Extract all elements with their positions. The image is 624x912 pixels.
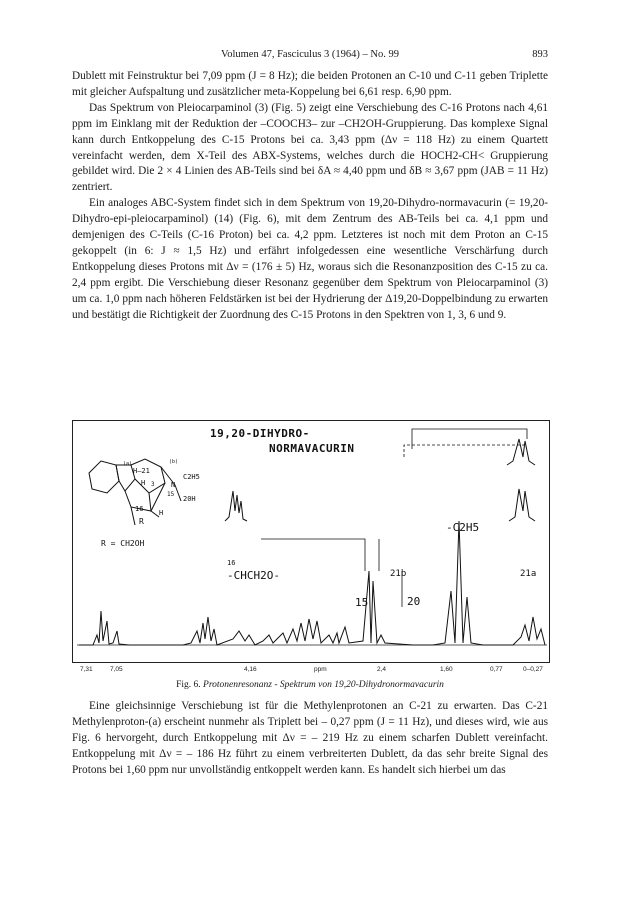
struct-label-h: H: [141, 479, 146, 487]
caption-text: Protonenresonanz - Spektrum von 19,20-Dihydronormavacurin: [203, 680, 444, 690]
inset-trace-right-top: [507, 439, 535, 465]
struct-label-b: (b): [169, 459, 179, 465]
figure-caption: [72, 680, 548, 690]
struct-label-20h: 20H: [183, 495, 196, 503]
struct-label-h21: H—21: [133, 467, 150, 475]
paragraph-1: Dublett mit Feinstruktur bei 7,09 ppm (J = 8 Hz); die beiden Protonen an C-10 und C-11 geben Triplette mit gleicher Aufspaltung und zusätzlicher meta-Koppelung bei 6,61 resp. 6,90 ppm.: [72, 70, 548, 98]
axis-tick-5: 2,4: [377, 666, 387, 673]
axis-tick-8: 0–0,27: [523, 666, 543, 673]
axis-tick-2: 7,05: [110, 666, 123, 673]
decoupling-lines: [261, 429, 527, 607]
label-21a: 21a: [520, 569, 537, 579]
caption-label: Fig. 6.: [176, 680, 201, 690]
running-header: [72, 49, 548, 63]
axis-tick-6: 1,60: [440, 666, 453, 673]
figure-title-line2: NORMAVACURIN: [269, 442, 355, 455]
spectrum-svg: [73, 421, 551, 664]
struct-label-15: 15: [167, 491, 175, 498]
body-text-top: [72, 69, 548, 324]
inset-trace-left: [225, 491, 247, 521]
inset-trace-right-mid: [509, 489, 535, 521]
paragraph-4: Eine gleichsinnige Verschiebung ist für die Methylenprotonen an C-21 zu erwarten. Das C-21 Methylenproton-(a) erscheint nunmehr als Triplett bei – 0,27 ppm (J = 11 Hz), und dieses wird, wie aus Fig. 6 hervorgeht, durch Entkoppelung mit Δν = – 219 Hz zu einem scharfen Dublett vereinfacht. Entkoppelung mit Δν = – 186 Hz führt zu einem verbreiterten Dublett, da das sehr breite Signal des Protons bei 1,60 ppm nur unvollständig entkoppelt werden kann. Es handelt sich hierbei um das: [72, 700, 548, 776]
label-c2h5: -C2H5: [446, 521, 480, 534]
struct-label-n: N: [171, 481, 176, 489]
nmr-spectrum-figure: [72, 420, 550, 663]
struct-label-c2h5: C2H5: [183, 473, 200, 481]
struct-label-h2: H: [159, 509, 164, 517]
body-text-bottom: [72, 699, 548, 779]
struct-label-16: 16: [135, 505, 144, 513]
label-15: 15: [355, 596, 369, 609]
axis-tick-3: 4,16: [244, 666, 257, 673]
label-20: 20: [407, 595, 421, 608]
struct-label-r: R: [139, 517, 144, 526]
main-spectrum-trace: [79, 521, 545, 645]
label-16: 16: [227, 559, 236, 567]
paragraph-2: Das Spektrum von Pleiocarpaminol (3) (Fig. 5) zeigt eine Verschiebung des C-16 Protons nach 4,61 ppm im Einklang mit der Reduktion der –COOCH3– zur –CH2OH-Gruppierung. Das komplexe Signal kann durch Entkoppelung des C-15 Protons bei ca. 3,43 ppm (Δν = 118 Hz) zu einem Quartett vereinfacht werden, dem X-Teil des ABX-Systems, welches durch die HOCH2-CH< Gruppierung gebildet wird. Die 2 × 4 Linien des AB-Teils sind bei δA ≈ 4,40 ppm und δB ≈ 3,67 ppm (JAB = 11 Hz) zentriert.: [72, 101, 548, 194]
running-title: Volumen 47, Fasciculus 3 (1964) – No. 99: [220, 49, 399, 60]
axis-tick-7: 0,77: [490, 666, 503, 673]
struct-label-3: 3: [151, 481, 155, 488]
axis-tick-4: ppm: [314, 666, 327, 673]
paragraph-3: Ein analoges ABC-System findet sich in dem Spektrum von 19,20-Dihydro-normavacurin (= 19,20-Dihydro-epi-pleiocarpaminol) (14) (Fig. 6), mit dem Zentrum des AB-Teils bei ca. 4,1 ppm und demjenigen des C-Teils (C-16 Proton) bei ca. 4,2 ppm. Letzteres ist noch mit dem Proton an C-15 gekoppelt (in 6: J ≈ 1,5 Hz) und erfährt infolgedessen eine wesentliche Verschärfung durch Entkoppelung dieses Protons mit Δν = (176 ± 5) Hz, woraus sich die Resonanzposition des C-15 zu ca. 2,4 ppm ergibt. Die Verschiebung dieser Resonanz gegenüber dem Spektrum von Pleiocarpaminol (3) um ca. 1,0 ppm nach höheren Feldstärken ist bei der Hydrierung der Δ19,20-Doppelbindung zu erwarten und bestätigt die Richtigkeit der Zuordnung des C-15 Protons in den Spektren von 1, 3, 6 und 9.: [72, 197, 548, 321]
axis-tick-1: 7,31: [80, 666, 93, 673]
struct-r-definition: R = CH2OH: [101, 539, 145, 548]
figure-title-line1: 19,20-DIHYDRO-: [210, 427, 310, 440]
page-number: 893: [532, 49, 548, 60]
struct-label-a: (a): [123, 461, 133, 467]
label-chch2o: -CHCH2O-: [227, 569, 280, 582]
label-21b: 21b: [390, 569, 407, 579]
